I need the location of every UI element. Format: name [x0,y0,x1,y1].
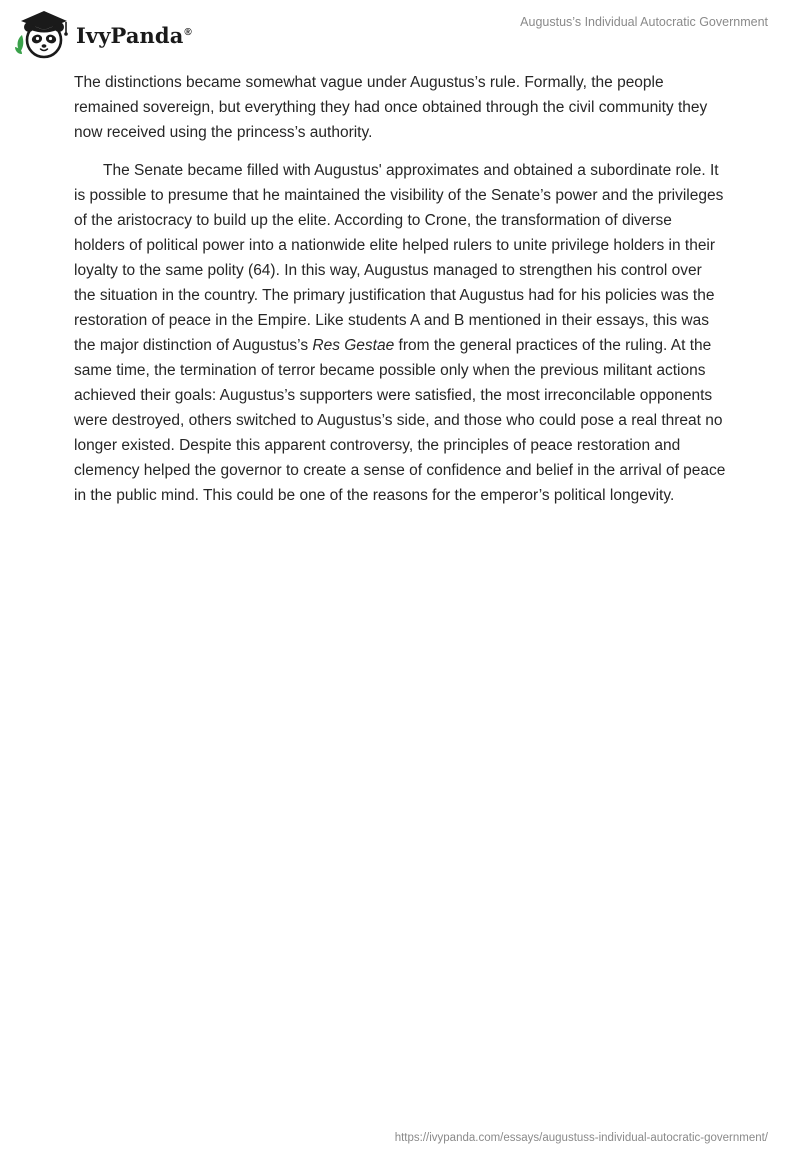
paragraph-2 [74,158,726,508]
paragraph-2-text-end: from the general practices of the ruling. At the same time, the termination of terror became possible only when the previous militant actions achieved their goals: Augustus’s supporters were satisfied, the most irreconcilable opponents were destroyed, others switched to Augustus’s side, and those who could pose a real threat no longer existed. Despite this apparent controversy, the principles of peace restoration and clemency helped the governor to create a sense of confidence and belief in the arrival of peace in the public mind. This could be one of the reasons for the emperor’s political longevity. [74,337,726,504]
ivypanda-logo-link[interactable] [14,8,192,60]
document-title: Augustus’s Individual Autocratic Government [520,15,768,29]
source-url-link[interactable]: https://ivypanda.com/essays/augustuss-individual-autocratic-government/ [394,1132,768,1144]
res-gestae-title: Res Gestae [312,337,395,354]
essay-body [74,70,726,508]
brand-name: IvyPanda® [76,22,192,48]
paragraph-2-text-start: The Senate became filled with Augustus' approximates and obtained a subordinate role. It is possible to presume that he maintained the visibility of the Senate’s power and the privileges of the aristocracy to build up the elite. According to Crone, the transformation of diverse holders of political power into a nationwide elite helped rulers to unite privilege holders in their loyalty to the same polity (64). In this way, Augustus managed to strengthen his control over the situation in the country. The primary justification that Augustus had for his policies was the restoration of peace in the Empire. Like students A and B mentioned in their essays, this was the major distinction of Augustus’s [74,162,724,354]
page-header [0,0,800,70]
paragraph-1: The distinctions became somewhat vague under Augustus’s rule. Formally, the people remained sovereign, but everything they had once obtained through the civil community they now received using the princess’s authority. [74,74,708,141]
panda-graduation-cap-icon [14,8,70,60]
registered-mark: ® [184,26,192,38]
